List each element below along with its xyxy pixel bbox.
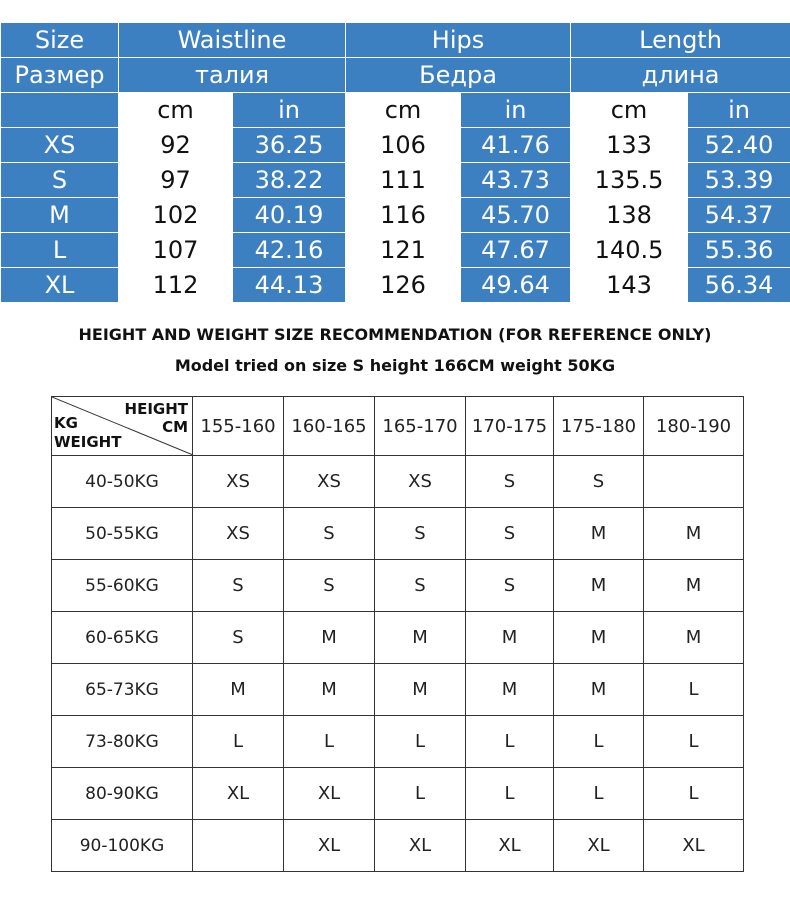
rec-row (52, 456, 744, 508)
recommended-size-cell: XL (644, 820, 744, 872)
recommended-size-cell: L (644, 768, 744, 820)
size-chart-table (0, 22, 790, 303)
recommended-size-cell (193, 820, 284, 872)
rec-row (52, 716, 744, 768)
size-value-cell: 45.70 (461, 198, 571, 233)
recommended-size-cell: S (466, 560, 554, 612)
recommended-size-cell: XL (554, 820, 644, 872)
size-chart-units-row (1, 93, 790, 128)
height-header-cell: 180-190 (644, 397, 744, 456)
recommended-size-cell: L (466, 716, 554, 768)
recommended-size-cell: M (284, 612, 375, 664)
recommended-size-cell: S (193, 612, 284, 664)
rec-row (52, 820, 744, 872)
measure-header-ru-cell: длина (571, 58, 790, 93)
weight-label-cell: 40-50KG (52, 456, 193, 508)
size-value-cell: 42.16 (233, 233, 346, 268)
size-value-cell: 111 (346, 163, 461, 198)
size-value-cell: 92 (119, 128, 233, 163)
size-value-cell: 43.73 (461, 163, 571, 198)
recommended-size-cell: S (193, 560, 284, 612)
recommended-size-cell: L (644, 664, 744, 716)
size-value-cell: 121 (346, 233, 461, 268)
recommended-size-cell: M (554, 664, 644, 716)
size-value-cell: 106 (346, 128, 461, 163)
size-chart-row (1, 233, 790, 268)
recommended-size-cell: XS (284, 456, 375, 508)
recommended-size-cell (644, 456, 744, 508)
recommended-size-cell: M (375, 664, 466, 716)
recommended-size-cell: XS (193, 508, 284, 560)
recommended-size-cell: M (466, 612, 554, 664)
recommended-size-cell: L (466, 768, 554, 820)
size-label-cell: S (1, 163, 119, 198)
size-value-cell: 47.67 (461, 233, 571, 268)
size-value-cell: 126 (346, 268, 461, 303)
recommended-size-cell: M (193, 664, 284, 716)
measure-header-ru-cell: Бедра (346, 58, 571, 93)
kg-label: KG (54, 414, 78, 432)
size-value-cell: 143 (571, 268, 688, 303)
recommended-size-cell: XL (284, 820, 375, 872)
weight-label-cell: 60-65KG (52, 612, 193, 664)
height-label: HEIGHT (124, 400, 188, 418)
size-value-cell: 54.37 (688, 198, 790, 233)
weight-label-cell: 50-55KG (52, 508, 193, 560)
size-value-cell: 116 (346, 198, 461, 233)
size-value-cell: 36.25 (233, 128, 346, 163)
size-label-cell: M (1, 198, 119, 233)
height-header-cell: 155-160 (193, 397, 284, 456)
recommended-size-cell: XL (193, 768, 284, 820)
recommended-size-cell: L (284, 716, 375, 768)
recommended-size-cell: L (375, 768, 466, 820)
size-header-cell: Size (1, 23, 119, 58)
measure-header-cell: Waistline (119, 23, 346, 58)
rec-row (52, 560, 744, 612)
recommended-size-cell: XL (466, 820, 554, 872)
recommended-size-cell: L (375, 716, 466, 768)
size-chart-row (1, 198, 790, 233)
measure-header-cell: Hips (346, 23, 571, 58)
size-chart-row (1, 128, 790, 163)
size-value-cell: 41.76 (461, 128, 571, 163)
rec-row (52, 508, 744, 560)
weight-label-cell: 80-90KG (52, 768, 193, 820)
unit-cell: in (461, 93, 571, 128)
recommended-size-cell: L (193, 716, 284, 768)
recommended-size-cell: S (375, 508, 466, 560)
size-header-ru-cell: Размер (1, 58, 119, 93)
weight-label-cell: 65-73KG (52, 664, 193, 716)
size-label-cell: XS (1, 128, 119, 163)
recommendation-subtitle: Model tried on size S height 166CM weight 50KG (174, 356, 616, 375)
height-header-cell: 165-170 (375, 397, 466, 456)
recommended-size-cell: XS (193, 456, 284, 508)
rec-row (52, 612, 744, 664)
unit-cell: cm (119, 93, 233, 128)
cm-label: CM (162, 418, 188, 436)
recommended-size-cell: S (375, 560, 466, 612)
size-value-cell: 56.34 (688, 268, 790, 303)
unit-cell: in (233, 93, 346, 128)
size-value-cell: 40.19 (233, 198, 346, 233)
size-label-cell: XL (1, 268, 119, 303)
weight-label-cell: 73-80KG (52, 716, 193, 768)
recommended-size-cell: L (644, 716, 744, 768)
rec-row (52, 664, 744, 716)
recommended-size-cell: S (554, 456, 644, 508)
recommended-size-cell: M (644, 560, 744, 612)
recommended-size-cell: M (644, 508, 744, 560)
size-value-cell: 52.40 (688, 128, 790, 163)
recommended-size-cell: M (644, 612, 744, 664)
height-weight-table (51, 396, 744, 872)
recommended-size-cell: S (466, 456, 554, 508)
recommended-size-cell: S (284, 560, 375, 612)
recommended-size-cell: XL (375, 820, 466, 872)
measure-header-cell: Length (571, 23, 790, 58)
height-header-cell: 175-180 (554, 397, 644, 456)
size-value-cell: 140.5 (571, 233, 688, 268)
recommended-size-cell: M (554, 560, 644, 612)
height-header-cell: 160-165 (284, 397, 375, 456)
size-value-cell: 55.36 (688, 233, 790, 268)
rec-row (52, 768, 744, 820)
recommended-size-cell: L (554, 716, 644, 768)
recommended-size-cell: M (284, 664, 375, 716)
weight-label: WEIGHT (54, 433, 122, 451)
recommended-size-cell: M (375, 612, 466, 664)
weight-label-cell: 90-100KG (52, 820, 193, 872)
size-value-cell: 49.64 (461, 268, 571, 303)
size-chart-header-ru-row (1, 58, 790, 93)
size-label-cell: L (1, 233, 119, 268)
recommendation-title: HEIGHT AND WEIGHT SIZE RECOMMENDATION (FOR REFERENCE ONLY) (78, 325, 712, 344)
recommended-size-cell: XS (375, 456, 466, 508)
recommended-size-cell: S (466, 508, 554, 560)
weight-label-cell: 55-60KG (52, 560, 193, 612)
size-value-cell: 44.13 (233, 268, 346, 303)
recommended-size-cell: M (554, 612, 644, 664)
recommended-size-cell: XL (284, 768, 375, 820)
size-value-cell: 102 (119, 198, 233, 233)
size-value-cell: 38.22 (233, 163, 346, 198)
unit-cell: cm (346, 93, 461, 128)
size-chart-header-en-row (1, 23, 790, 58)
recommended-size-cell: L (554, 768, 644, 820)
height-header-cell: 170-175 (466, 397, 554, 456)
measure-header-ru-cell: талия (119, 58, 346, 93)
size-value-cell: 53.39 (688, 163, 790, 198)
unit-cell: in (688, 93, 790, 128)
size-value-cell: 138 (571, 198, 688, 233)
units-corner-cell (1, 93, 119, 128)
size-value-cell: 135.5 (571, 163, 688, 198)
size-chart-row (1, 268, 790, 303)
size-value-cell: 97 (119, 163, 233, 198)
size-value-cell: 112 (119, 268, 233, 303)
unit-cell: cm (571, 93, 688, 128)
rec-header-row (52, 397, 744, 456)
recommended-size-cell: M (466, 664, 554, 716)
size-value-cell: 133 (571, 128, 688, 163)
recommended-size-cell: S (284, 508, 375, 560)
corner-cell (52, 397, 193, 456)
size-value-cell: 107 (119, 233, 233, 268)
recommended-size-cell: M (554, 508, 644, 560)
size-chart-row (1, 163, 790, 198)
